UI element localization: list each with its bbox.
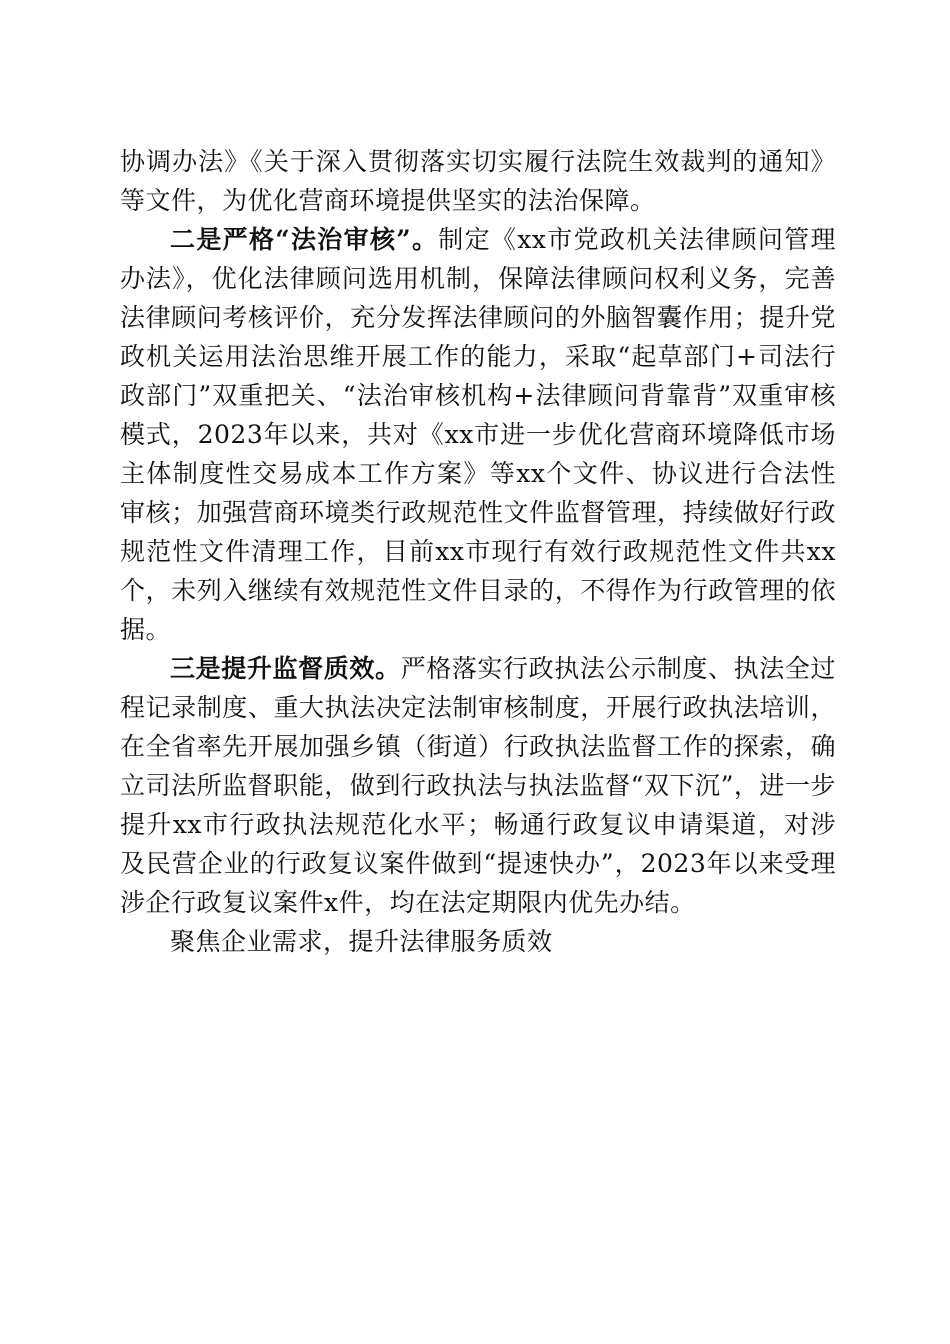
- paragraph-legal-review: [120, 220, 836, 649]
- paragraph-2-lead: 二是严格“法治审核”。: [170, 225, 439, 254]
- paragraph-3-body: 严格落实行政执法公示制度、执法全过程记录制度、重大执法决定法制审核制度，开展行政执法培训，在全省率先开展加强乡镇（街道）行政执法监督工作的探索，确立司法所监督职能，做到行政执法与执法监督“双下沉”，进一步提升xx市行政执法规范化水平；畅通行政复议申请渠道，对涉及民营企业的行政复议案件做到“提速快办”，2023年以来受理涉企行政复议案件x件，均在法定期限内优先办结。: [120, 654, 836, 917]
- document-body: [120, 142, 836, 961]
- paragraph-continuation: [120, 142, 836, 220]
- section-heading: 聚焦企业需求，提升法律服务质效: [170, 927, 553, 956]
- paragraph-1-text: 协调办法》《关于深入贯彻落实切实履行法院生效裁判的通知》等文件，为优化营商环境提供坚实的法治保障。: [120, 147, 836, 215]
- paragraph-3-lead: 三是提升监督质效。: [170, 654, 401, 683]
- paragraph-2-body: 制定《xx市党政机关法律顾问管理办法》，优化法律顾问选用机制，保障法律顾问权利义务，完善法律顾问考核评价，充分发挥法律顾问的外脑智囊作用；提升党政机关运用法治思维开展工作的能力，采取“起草部门+司法行政部门”双重把关、“法治审核机构+法律顾问背靠背”双重审核模式，2023年以来，共对《xx市进一步优化营商环境降低市场主体制度性交易成本工作方案》等xx个文件、协议进行合法性审核；加强营商环境类行政规范性文件监督管理，持续做好行政规范性文件清理工作，目前xx市现行有效行政规范性文件共xx个，未列入继续有效规范性文件目录的，不得作为行政管理的依据。: [120, 225, 836, 644]
- paragraph-supervision: [120, 649, 836, 922]
